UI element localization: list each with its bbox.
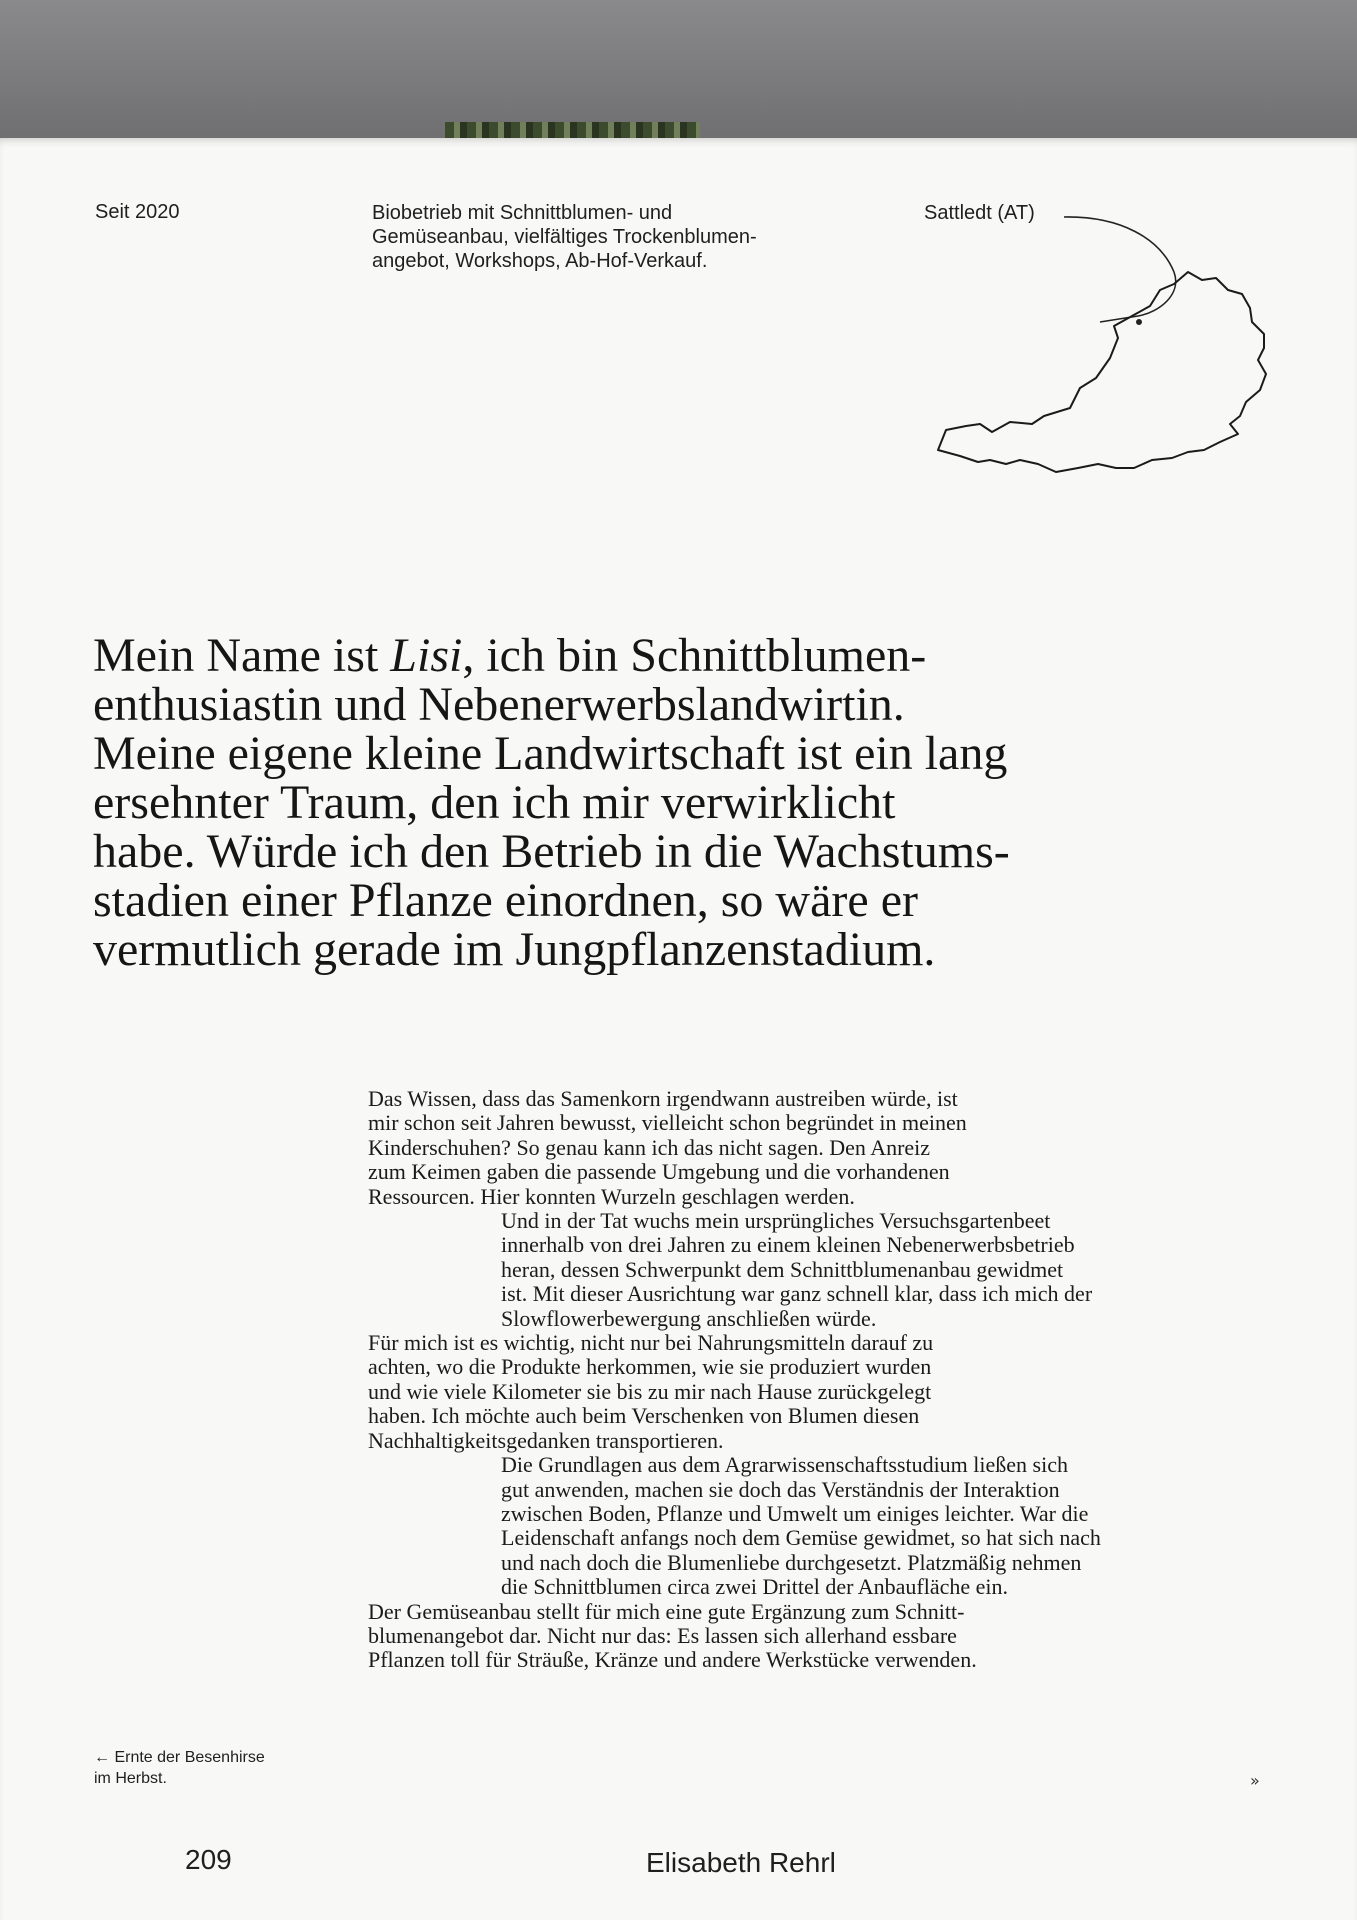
headline-line: enthusiastin und Nebenerwerbslandwirtin. bbox=[93, 678, 905, 731]
page-number: 209 bbox=[185, 1844, 232, 1875]
headline-line: habe. Würde ich den Betrieb in die Wachstums- bbox=[93, 825, 1010, 878]
farm-description bbox=[372, 201, 852, 273]
body-text bbox=[368, 1087, 1268, 1673]
farm-description-line: Gemüseanbau, vielfältiges Trockenblumen- bbox=[372, 226, 757, 248]
text-line: Der Gemüseanbau stellt für mich eine gute Ergänzung zum Schnitt- bbox=[368, 1598, 965, 1624]
text-line: die Schnittblumen circa zwei Drittel der Anbaufläche ein. bbox=[501, 1574, 1009, 1600]
austria-outline bbox=[938, 272, 1266, 472]
headline-text: Mein Name ist bbox=[93, 629, 391, 682]
text-line: Die Grundlagen aus dem Agrarwissenschaftsstudium ließen sich bbox=[501, 1452, 1068, 1478]
text-line: und nach doch die Blumenliebe durchgesetzt. Platzmäßig nehmen bbox=[501, 1549, 1082, 1575]
text-line: Leidenschaft anfangs noch dem Gemüse gewidmet, so hat sich nach bbox=[501, 1525, 1101, 1551]
farm-description-line: Biobetrieb mit Schnittblumen- und bbox=[372, 202, 673, 224]
paragraph bbox=[368, 1600, 1268, 1673]
text-line: achten, wo die Produkte herkommen, wie sie produziert wurden bbox=[368, 1354, 932, 1380]
text-line: Ressourcen. Hier konnten Wurzeln geschlagen werden. bbox=[368, 1183, 855, 1209]
headline-name: Lisi bbox=[390, 629, 463, 682]
text-line: Kinderschuhen? So genau kann ich das nicht sagen. Den Anreiz bbox=[368, 1134, 931, 1160]
paragraph bbox=[368, 1331, 1268, 1453]
headline-line: ersehnter Traum, den ich mir verwirklicht bbox=[93, 776, 896, 829]
paragraph bbox=[368, 1087, 1268, 1209]
text-line: mir schon seit Jahren bewusst, vielleicht schon begründet in meinen bbox=[368, 1110, 967, 1136]
text-line: gut anwenden, machen sie doch das Verständnis der Interaktion bbox=[501, 1476, 1060, 1502]
location-dot bbox=[1136, 319, 1142, 325]
austria-map-icon bbox=[920, 198, 1310, 488]
headline-text: , ich bin Schnittblumen- bbox=[462, 629, 927, 682]
headline bbox=[93, 631, 1093, 974]
caption-line: im Herbst. bbox=[94, 1770, 167, 1787]
paragraph bbox=[368, 1209, 1268, 1331]
text-line: Nachhaltigkeitsgedanken transportieren. bbox=[368, 1427, 724, 1453]
text-line: Das Wissen, dass das Samenkorn irgendwann austreiben würde, ist bbox=[368, 1086, 958, 1111]
magazine-page bbox=[0, 138, 1357, 1920]
text-line: Für mich ist es wichtig, nicht nur bei Nahrungsmitteln darauf zu bbox=[368, 1330, 934, 1356]
text-line: heran, dessen Schwerpunkt dem Schnittblumenanbau gewidmet bbox=[501, 1256, 1064, 1282]
continue-arrow-icon: » bbox=[1250, 1771, 1260, 1790]
author-name: Elisabeth Rehrl bbox=[646, 1847, 836, 1878]
text-line: haben. Ich möchte auch beim Verschenken von Blumen diesen bbox=[368, 1403, 920, 1429]
location-label: Sattledt (AT) bbox=[924, 202, 1035, 224]
paragraph bbox=[368, 1453, 1268, 1599]
text-line: Pflanzen toll für Sträuße, Kränze und andere Werkstücke verwenden. bbox=[368, 1647, 977, 1673]
location-pointer-line bbox=[1064, 217, 1176, 322]
scan-background bbox=[0, 0, 1357, 140]
text-line: zum Keimen gaben die passende Umgebung und die vorhandenen bbox=[368, 1159, 950, 1185]
headline-line bbox=[93, 631, 1093, 680]
text-line: Und in der Tat wuchs mein ursprüngliches Versuchsgartenbeet bbox=[501, 1208, 1051, 1234]
text-line: blumenangebot dar. Nicht nur das: Es lassen sich allerhand essbare bbox=[368, 1622, 957, 1648]
farm-description-line: angebot, Workshops, Ab-Hof-Verkauf. bbox=[372, 250, 708, 272]
text-line: ist. Mit dieser Ausrichtung war ganz schnell klar, dass ich mich der bbox=[501, 1281, 1093, 1307]
text-line: innerhalb von drei Jahren zu einem kleinen Nebenerwerbsbetrieb bbox=[501, 1232, 1075, 1258]
since-label: Seit 2020 bbox=[95, 201, 180, 223]
photo-caption bbox=[94, 1747, 265, 1789]
headline-line: Meine eigene kleine Landwirtschaft ist ein lang bbox=[93, 727, 1008, 780]
text-line: Slowflowerbewergung anschließen würde. bbox=[501, 1305, 877, 1331]
headline-line: stadien einer Pflanze einordnen, so wäre er bbox=[93, 874, 918, 927]
text-line: zwischen Boden, Pflanze und Umwelt um einiges leichter. War die bbox=[501, 1500, 1089, 1526]
text-line: und wie viele Kilometer sie bis zu mir nach Hause zurückgelegt bbox=[368, 1378, 932, 1404]
headline-line: vermutlich gerade im Jungpflanzenstadium. bbox=[93, 923, 936, 976]
caption-line: ← Ernte der Besenhirse bbox=[94, 1749, 265, 1766]
